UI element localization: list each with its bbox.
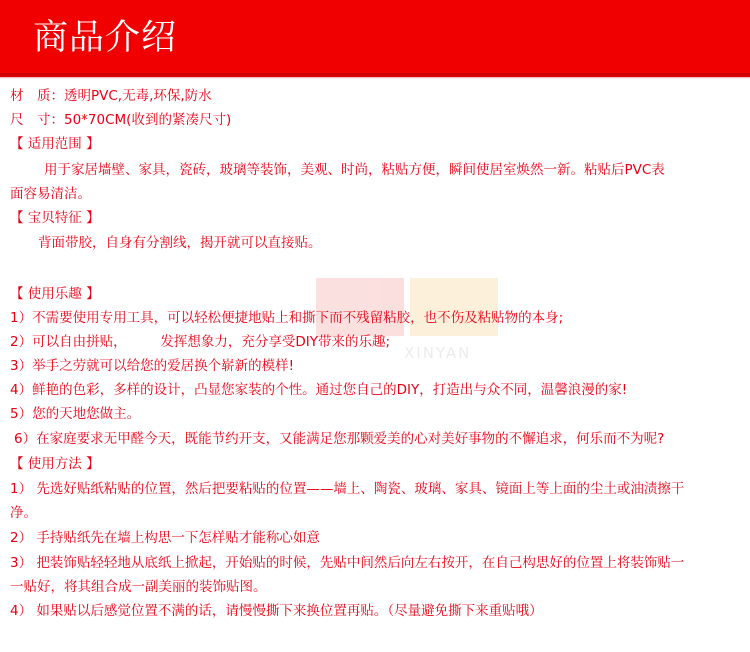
method-item-3-cont: 一贴好，将其组合成一副美丽的装饰贴图。 xyxy=(10,579,267,595)
fun-item-2: 2）可以自由拼贴， 发挥想象力，充分享受DIY带来的乐趣; xyxy=(10,334,391,350)
fun-item-6: 6）在家庭要求无甲醛今天，既能节约开支，又能满足您那颗爱美的心对美好事物的不懈追求，何乐而不为呢? xyxy=(14,431,665,447)
fun-item-1: 1）不需要使用专用工具，可以轻松便捷地贴上和撕下而不残留粘胶，也不伤及粘贴物的本身; xyxy=(10,310,564,326)
fun-item-3: 3）举手之劳就可以给您的爱居换个崭新的模样! xyxy=(10,358,295,374)
size-line: 尺 寸：50*70CM(收到的紧凑尺寸) xyxy=(10,112,232,128)
header-banner xyxy=(0,0,750,77)
section-heading-fun: 【 使用乐趣 】 xyxy=(10,286,100,302)
scope-line-1: 用于家居墙壁、家具，瓷砖，玻璃等装饰，美观、时尚，粘贴方便，瞬间使居室焕然一新。粘贴后PVC表 xyxy=(44,162,665,178)
method-item-2: 2） 手持贴纸先在墙上构思一下怎样贴才能称心如意 xyxy=(10,530,320,546)
feature-line-1: 背面带胶，自身有分割线，揭开就可以直接贴。 xyxy=(38,235,322,251)
fun-item-5: 5）您的天地您做主。 xyxy=(10,406,141,422)
section-heading-features: 【 宝贝特征 】 xyxy=(10,210,100,226)
method-item-1-cont: 净。 xyxy=(10,505,37,521)
fun-item-4: 4）鲜艳的色彩，多样的设计，凸显您家装的个性。通过您自己的DIY，打造出与众不同，温馨浪漫的家! xyxy=(10,382,628,398)
method-item-1: 1） 先选好贴纸粘贴的位置，然后把要粘贴的位置——墙上、陶瓷、玻璃、家具、镜面上等上面的尘土或油渍擦干 xyxy=(10,481,685,497)
scope-line-2: 面容易清洁。 xyxy=(10,186,91,202)
banner-shadow xyxy=(0,73,750,79)
page-title: 商品介绍 xyxy=(33,18,178,58)
method-item-3: 3） 把装饰贴轻轻地从底纸上掀起，开始贴的时候，先贴中间然后向左右按开，在自己构思好的位置上将装饰贴一 xyxy=(10,555,685,571)
watermark-text: XINYAN xyxy=(404,344,472,362)
method-item-4: 4） 如果贴以后感觉位置不满的话，请慢慢撕下来换位置再贴。（尽量避免撕下来重贴哦） xyxy=(10,603,543,619)
material-line: 材 质：透明PVC,无毒,环保,防水 xyxy=(10,88,212,104)
section-heading-method: 【 使用方法 】 xyxy=(10,456,100,472)
section-heading-scope: 【 适用范围 】 xyxy=(10,136,100,152)
